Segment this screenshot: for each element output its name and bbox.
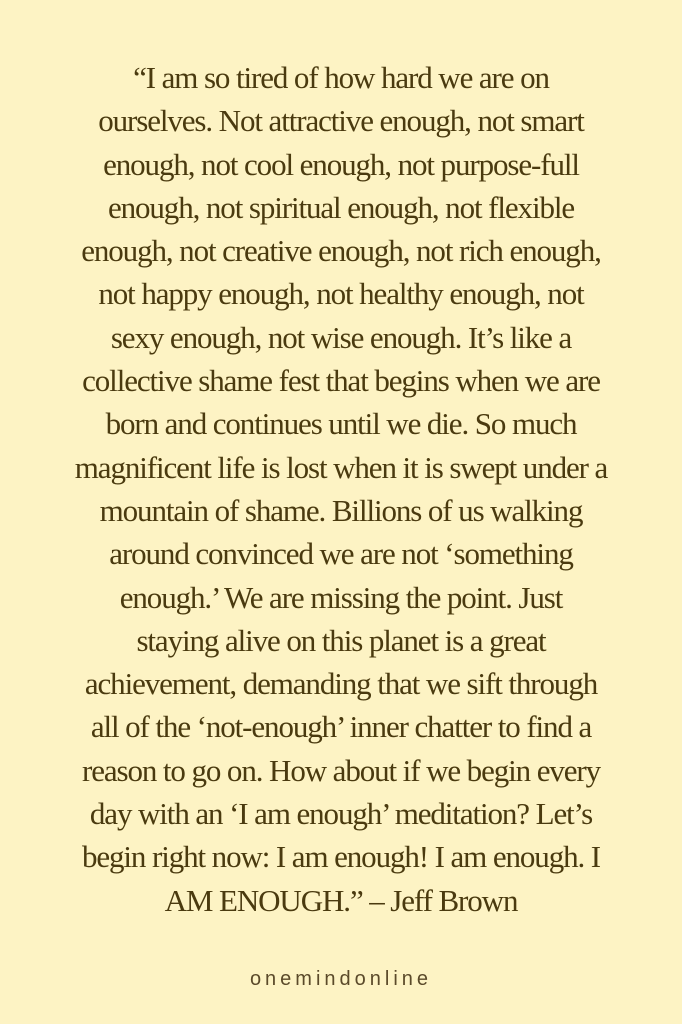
quote-line: “I am so tired of how hard we are on bbox=[133, 60, 549, 95]
quote-line: enough.’ We are missing the point. Just bbox=[119, 579, 563, 615]
brand-footer: onemindonline bbox=[249, 968, 433, 990]
quote-line: achievement, demanding that we sift through bbox=[84, 666, 598, 702]
quote-line: around convinced we are not ‘something bbox=[109, 536, 573, 572]
quote-text bbox=[46, 56, 636, 922]
quote-line: all of the ‘not-enough’ inner chatter to find a bbox=[90, 709, 592, 745]
quote-line: enough, not creative enough, not rich enough, bbox=[81, 233, 601, 269]
quote-line: born and continues until we die. So much bbox=[105, 406, 577, 442]
quote-line: collective shame fest that begins when we are bbox=[82, 363, 600, 399]
quote-line: sexy enough, not wise enough. It’s like a bbox=[110, 319, 572, 355]
quote-line: reason to go on. How about if we begin every bbox=[81, 752, 601, 788]
quote-line: ourselves. Not attractive enough, not smart bbox=[98, 103, 584, 139]
quote-line: day with an ‘I am enough’ meditation? Let’s bbox=[89, 796, 593, 832]
quote-line: mountain of shame. Billions of us walking bbox=[99, 492, 583, 528]
quote-line: staying alive on this planet is a great bbox=[136, 622, 546, 658]
quote-line: magnificent life is lost when it is swept under a bbox=[74, 449, 608, 485]
quote-line: not happy enough, not healthy enough, not bbox=[98, 276, 584, 312]
quote-line: begin right now: I am enough! I am enough. I bbox=[81, 839, 601, 875]
quote-line-attribution: AM ENOUGH.” – Jeff Brown bbox=[164, 882, 518, 918]
quote-line: enough, not spiritual enough, not flexible bbox=[107, 189, 575, 225]
quote-line: enough, not cool enough, not purpose-full bbox=[103, 146, 579, 182]
